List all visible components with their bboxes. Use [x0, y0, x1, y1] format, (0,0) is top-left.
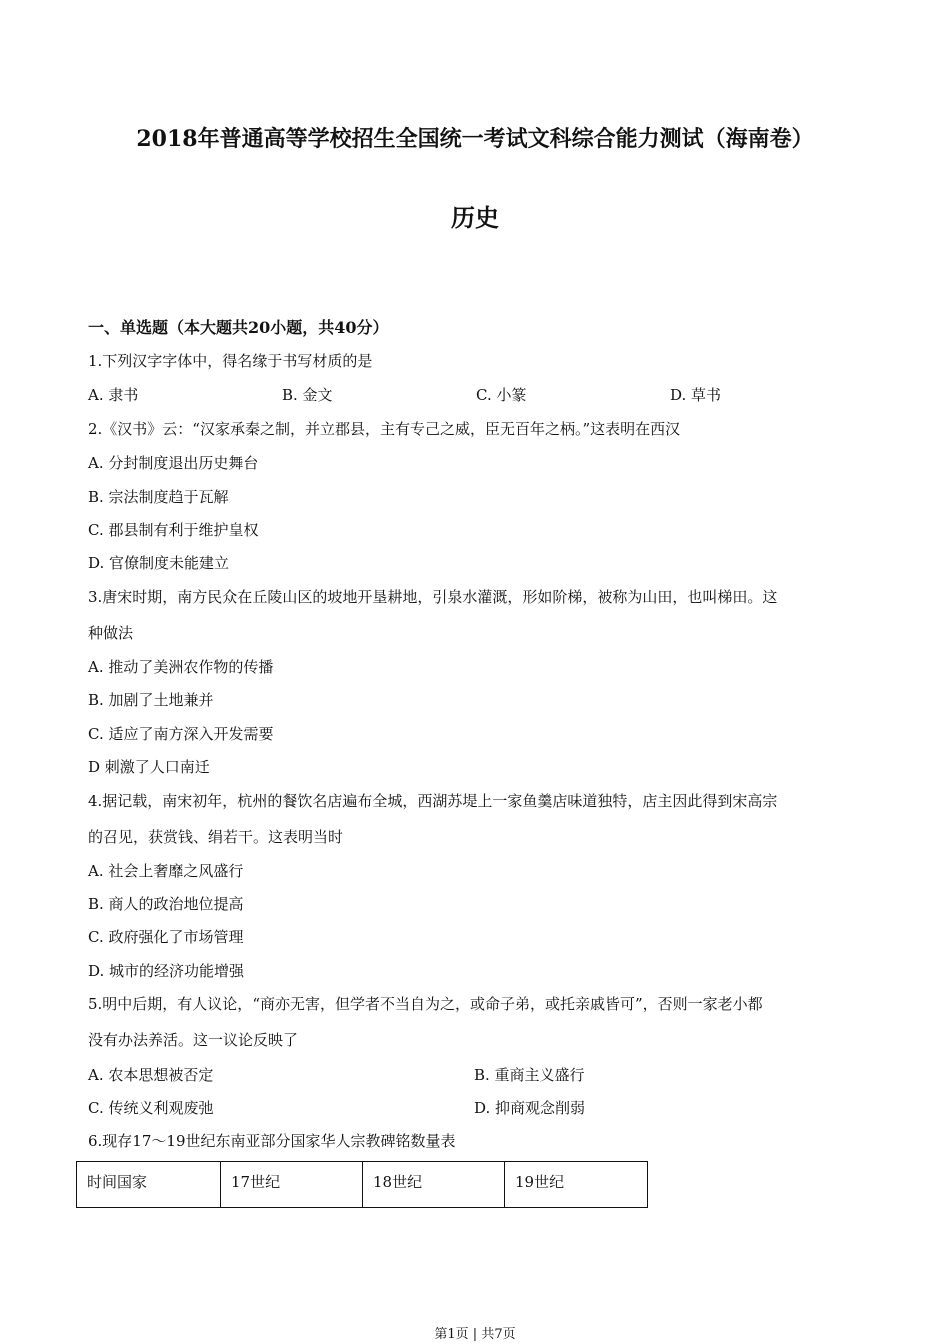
question-5-option-c: C. 传统义利观废弛: [88, 1099, 214, 1117]
question-1-option-d: D. 草书: [670, 386, 722, 404]
question-3-option-b: B. 加剧了土地兼并: [88, 691, 214, 709]
question-4-stem-line-2: 的召见，获赏钱、绢若干。这表明当时: [88, 828, 344, 846]
question-4-option-c: C. 政府强化了市场管理: [88, 928, 244, 946]
subject-title: 历史: [451, 203, 499, 232]
question-5-option-a: A. 农本思想被否定: [88, 1066, 214, 1084]
question-2-option-c: C. 郡县制有利于维护皇权: [88, 521, 259, 539]
question-1-stem: 1.下列汉字字体中，得名缘于书写材质的是: [88, 352, 373, 370]
question-1-option-b: B. 金文: [282, 386, 333, 404]
question-1-option-a: A. 隶书: [88, 386, 139, 404]
question-2-option-d: D. 官僚制度未能建立: [88, 554, 230, 572]
question-4-option-d: D. 城市的经济功能增强: [88, 962, 245, 980]
table-header-cell: 18世纪: [363, 1162, 505, 1207]
table-header-cell: 17世纪: [221, 1162, 363, 1207]
question-4-stem-line-1: 4.据记载，南宋初年，杭州的餐饮名店遍布全城，西湖苏堤上一家鱼羹店味道独特，店主因此得到宋高宗: [88, 792, 778, 810]
question-3-option-c: C. 适应了南方深入开发需要: [88, 725, 274, 743]
question-6-stem: 6.现存17～19世纪东南亚部分国家华人宗教碑铭数量表: [88, 1132, 456, 1150]
question-1-option-c: C. 小篆: [476, 386, 527, 404]
page-footer: 第1页 | 共7页: [434, 1327, 516, 1342]
question-3-stem-line-1: 3.唐宋时期，南方民众在丘陵山区的坡地开垦耕地，引泉水灌溉，形如阶梯，被称为山田，也叫梯田。这: [88, 588, 778, 606]
inscription-count-table: [76, 1161, 648, 1208]
question-4-option-a: A. 社会上奢靡之风盛行: [88, 862, 244, 880]
question-3-stem-line-2: 种做法: [88, 624, 134, 642]
question-2-stem: 2.《汉书》云：“汉家承秦之制，并立郡县，主有专己之威，臣无百年之柄。”这表明在西汉: [88, 420, 681, 438]
question-5-stem-line-1: 5.明中后期，有人议论，“商亦无害，但学者不当自为之，或命子弟，或托亲戚皆可”，否则一家老小都: [88, 995, 763, 1013]
question-3-option-d: D 刺激了人口南迁: [88, 758, 210, 776]
document-title: 2018年普通高等学校招生全国统一考试文科综合能力测试（海南卷）: [136, 126, 814, 152]
table-header-cell: 19世纪: [515, 1173, 565, 1191]
section-heading: 一、单选题（本大题共20小题，共40分）: [88, 318, 389, 337]
question-2-option-a: A. 分封制度退出历史舞台: [88, 454, 259, 472]
question-4-option-b: B. 商人的政治地位提高: [88, 895, 244, 913]
question-3-option-a: A. 推动了美洲农作物的传播: [88, 658, 274, 676]
question-5-stem-line-2: 没有办法养活。这一议论反映了: [88, 1031, 299, 1049]
question-5-option-b: B. 重商主义盛行: [474, 1066, 585, 1084]
question-2-option-b: B. 宗法制度趋于瓦解: [88, 488, 229, 506]
table-header-cell: 时间国家: [77, 1162, 221, 1207]
question-5-option-d: D. 抑商观念削弱: [474, 1099, 586, 1117]
